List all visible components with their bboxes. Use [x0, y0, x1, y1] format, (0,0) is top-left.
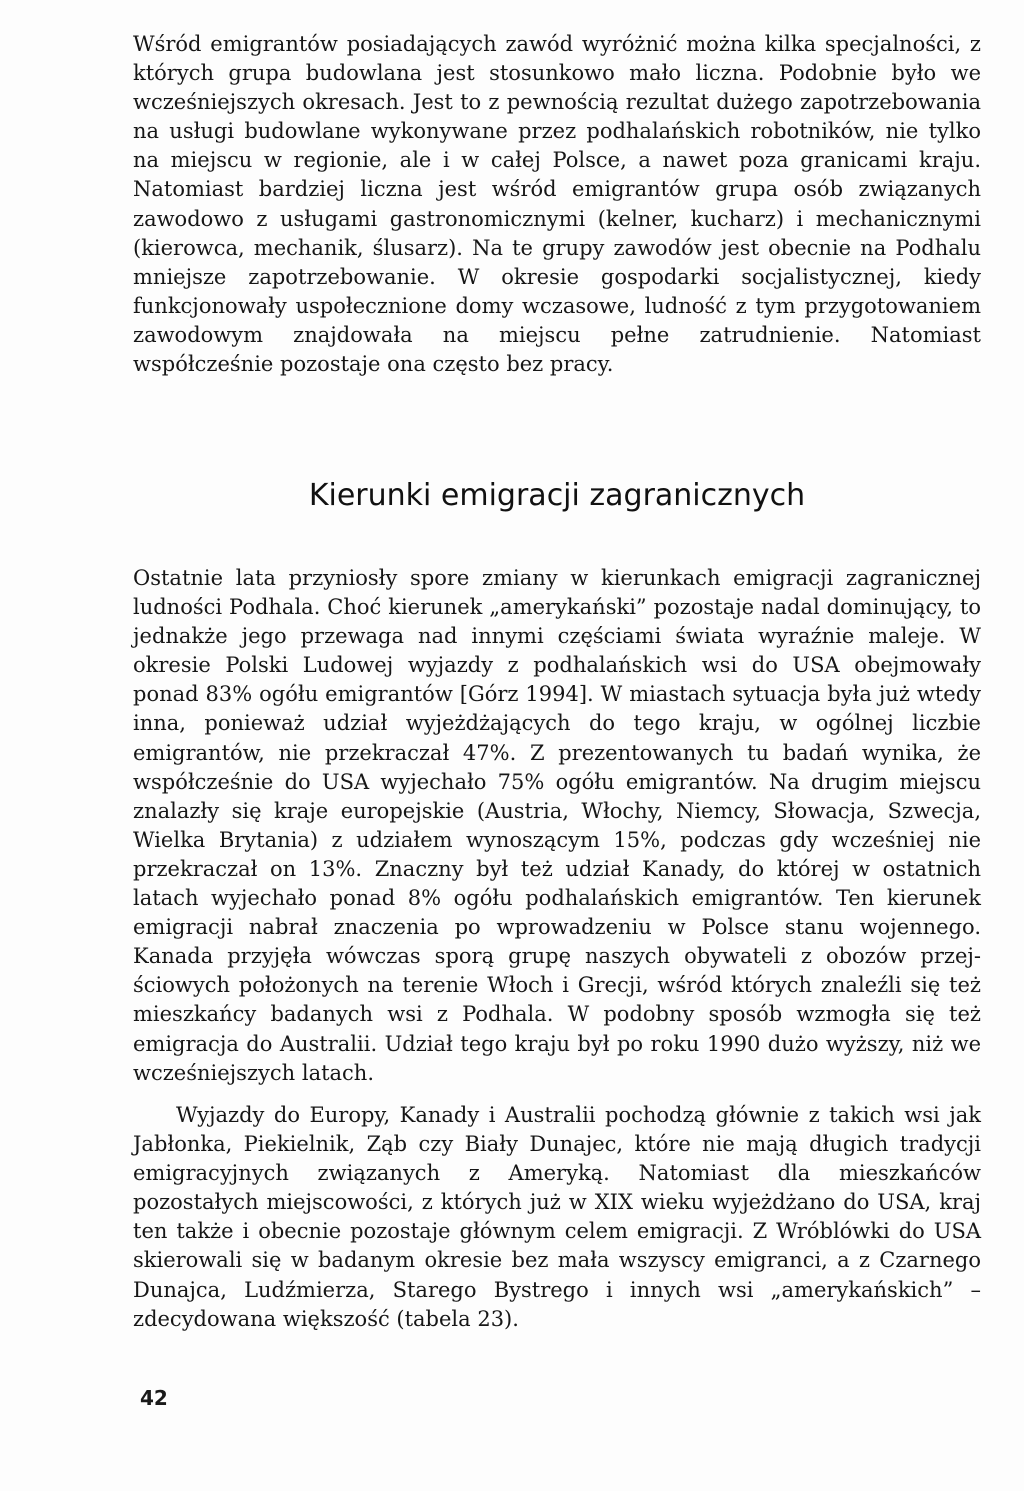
body-paragraph-2: Ostatnie lata przyniosły spore zmiany w kierunkach emigracji zagranicznej ludności Podhala. Choć kierunek „amerykański” pozostaje nadal dominujący, to jednakże jego przewaga nad innymi częściami świata wyraźnie maleje. W okresie Polski Ludowej wyjazdy z podhalańskich wsi do USA obejmowały ponad 83% ogółu emigrantów [Górz 1994]. W miastach sytuacja była już wtedy inna, ponieważ udział wyjeżdżających do tego kraju, w ogólnej liczbie emigrantów, nie przekraczał 47%. Z prezentowanych tu badań wynika, że współcześnie do USA wyjechało 75% ogółu emigrantów. Na drugim miejscu znalazły się kraje europejskie (Austria, Włochy, Niemcy, Słowacja, Szwecja, Wielka Brytania) z udziałem wynoszącym 15%, podczas gdy wcześniej nie przekraczał on 13%. Znaczny był też udział Kanady, do której w ostatnich latach wyjechało ponad 8% ogółu podhalańskich emigrantów. Ten kierunek emigracji nabrał znaczenia po wprowadzeniu w Polsce stanu wojennego. Kanada przyjęła wówczas sporą grupę naszych obywateli z obozów przejściowych położonych na terenie Włoch i Grecji, wśród których znaleźli się też mieszkańcy badanych wsi z Podhala. W podobny sposób wzmogła się też emigracja do Australii. Udział tego kraju był po roku 1990 dużo wyższy, niż we wcześniejszych latach. — [133, 566, 981, 1085]
body-paragraph-3: Wyjazdy do Europy, Kanady i Australii pochodzą głównie z takich wsi jak Jabłonka, Piekielnik, Ząb czy Biały Dunajec, które nie mają długich tradycji emigracyjnych związanych z Ameryką. Natomiast dla mieszkańców pozostałych miejscowości, z których już w XIX wieku wyjeżdżano do USA, kraj ten także i obecnie pozostaje głównym celem emigracji. Z Wróblówki do USA skierowali się w badanym okresie bez mała wszyscy emigranci, a z Czarnego Dunajca, Ludźmierza, Starego Bystrego i innych wsi „amerykańskich” – zdecydowana większość (tabela 23). — [133, 1103, 981, 1331]
section-heading: Kierunki emigracji zagranicznych — [308, 478, 806, 513]
body-paragraph-1: Wśród emigrantów posiadających zawód wyróżnić można kilka specjalności, z których grupa budowlana jest stosunkowo mało liczna. Podobnie było we wcześniejszych okresach. Jest to z pewnością rezultat dużego zapotrzebowania na usługi budowlane wykonywane przez podhalańskich robotników, nie tylko na miejscu w regionie, ale i w całej Polsce, a nawet poza granicami kraju. Natomiast bardziej liczna jest wśród emigrantów grupa osób związanych zawodowo z usługami gastronomicznymi (kelner, kucharz) i mechanicznymi (kierowca, mechanik, ślusarz). Na te grupy zawodów jest obecnie na Podhalu mniejsze zapotrzebowanie. W okresie gospodarki socjalistycznej, kiedy funkcjonowały uspołecznione domy wczasowe, ludność z tym przygotowaniem zawodowym znajdowała na miejscu pełne zatrudnienie. Natomiast współcześnie pozostaje ona często bez pracy. — [133, 32, 981, 377]
page-number: 42 — [140, 1386, 168, 1410]
